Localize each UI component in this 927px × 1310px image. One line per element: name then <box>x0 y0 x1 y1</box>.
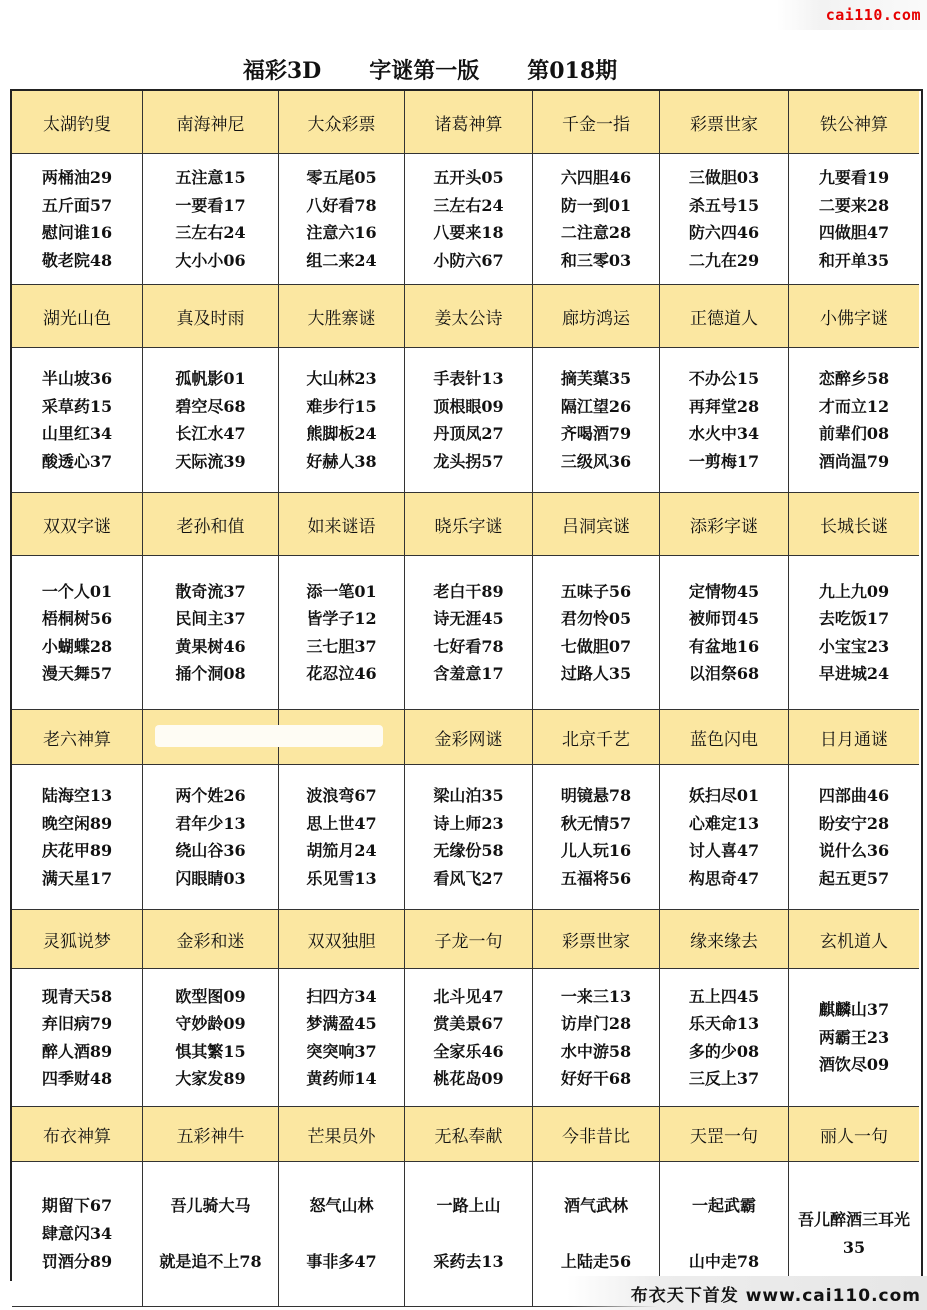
riddle-line: 大小小06 <box>175 250 246 270</box>
watermark-top <box>777 0 927 30</box>
riddle-line: 一起武霸 <box>691 1196 756 1215</box>
column-header: 长城长谜 <box>789 493 919 556</box>
riddle-line: 三反上37 <box>688 1069 760 1088</box>
riddle-line: 梁山泊35 <box>433 786 504 805</box>
riddle-line: 君年少13 <box>175 813 246 833</box>
riddle-line: 六四胆46 <box>560 168 632 187</box>
column-header: 双双独胆 <box>279 910 405 969</box>
column-header: 天罡一句 <box>660 1107 789 1162</box>
riddle-line: 惧其繁15 <box>175 1041 246 1061</box>
riddle-line: 以泪祭68 <box>688 664 760 683</box>
riddle-line: 两个姓26 <box>175 786 246 805</box>
watermark-bottom-text: 布衣天下首发 www.cai110.com <box>630 1285 921 1306</box>
riddle-line: 满天星17 <box>41 868 113 888</box>
riddle-line: 酒饮尽09 <box>818 1055 890 1075</box>
riddle-line: 一要看17 <box>175 195 246 215</box>
riddle-cell <box>279 154 405 285</box>
riddle-line: 定情物45 <box>688 581 760 601</box>
riddle-line: 防六四46 <box>688 223 760 242</box>
riddle-line: 顶根眼09 <box>433 396 504 416</box>
riddle-cell <box>405 154 533 285</box>
riddle-cell <box>12 348 143 493</box>
riddle-line: 和开单35 <box>818 250 890 270</box>
riddle-line: 麒麟山37 <box>818 1000 890 1020</box>
page-title <box>0 52 860 86</box>
riddle-line: 绕山谷36 <box>175 841 246 860</box>
riddle-line: 晚空闲89 <box>41 813 113 833</box>
riddle-cell <box>12 154 143 285</box>
column-header: 小佛字谜 <box>789 285 919 348</box>
riddle-line: 水火中34 <box>688 424 760 443</box>
column-header: 五彩神牛 <box>143 1107 279 1162</box>
riddle-cell <box>279 348 405 493</box>
riddle-line: 熊脚板24 <box>306 424 377 443</box>
riddle-line: 大山林23 <box>306 369 377 388</box>
riddle-line: 小蝴蝶28 <box>41 636 113 656</box>
riddle-line: 黄药师14 <box>306 1069 377 1088</box>
column-header: 大众彩票 <box>279 91 405 154</box>
riddle-line: 半山坡36 <box>41 369 113 388</box>
riddle-line: 无缘份58 <box>433 841 504 860</box>
column-header: 晓乐字谜 <box>405 493 533 556</box>
column-header: 老孙和值 <box>143 493 279 556</box>
title-issue: 第018期 <box>527 57 618 84</box>
riddle-cell <box>143 1162 279 1307</box>
riddle-line: 去吃饭17 <box>818 609 890 628</box>
riddle-line: 三左右24 <box>175 223 246 242</box>
riddle-line: 儿人玩16 <box>560 841 632 860</box>
column-header: 真及时雨 <box>143 285 279 348</box>
riddle-line: 梧桐树56 <box>41 609 113 628</box>
column-header: 太湖钓叟 <box>12 91 143 154</box>
riddle-line: 采药去13 <box>433 1252 504 1271</box>
riddle-line: 四做胆47 <box>818 223 890 242</box>
riddle-line: 长江水47 <box>175 424 246 443</box>
erased-patch-1 <box>155 725 383 747</box>
column-header: 金彩网谜 <box>405 710 533 765</box>
riddle-line: 就是追不上78 <box>159 1252 262 1271</box>
title-lottery: 福彩3D <box>242 57 322 84</box>
riddle-line: 诗无涯45 <box>433 609 504 628</box>
riddle-cell <box>143 969 279 1107</box>
riddle-line: 讨人喜47 <box>688 841 760 860</box>
riddle-line: 多的少08 <box>688 1041 760 1061</box>
riddle-cell <box>533 154 660 285</box>
riddle-cell <box>279 969 405 1107</box>
riddle-line: 怒气山林 <box>309 1196 374 1215</box>
riddle-line: 五注意15 <box>175 168 246 187</box>
riddle-cell <box>279 1162 405 1307</box>
riddle-line: 起五更57 <box>818 868 890 888</box>
riddle-line: 水中游58 <box>560 1041 632 1061</box>
riddle-line: 隔江望26 <box>560 396 632 416</box>
riddle-line: 一来三13 <box>560 986 632 1006</box>
riddle-line: 乐天命13 <box>688 1014 760 1033</box>
riddle-cell <box>279 556 405 710</box>
column-header: 今非昔比 <box>533 1107 660 1162</box>
riddle-cell <box>143 348 279 493</box>
riddle-line: 采草药15 <box>41 396 113 416</box>
riddle-line: 君勿怜05 <box>560 609 632 628</box>
riddle-cell <box>405 556 533 710</box>
riddle-line: 过路人35 <box>560 664 632 683</box>
riddle-cell <box>660 154 789 285</box>
riddle-line: 期留下67 <box>41 1196 113 1215</box>
riddle-cell <box>789 154 919 285</box>
riddle-cell <box>12 765 143 910</box>
riddle-line: 二注意28 <box>560 223 632 242</box>
column-header: 子龙一句 <box>405 910 533 969</box>
riddle-line: 赏美景67 <box>433 1014 504 1033</box>
riddle-line: 难步行15 <box>306 396 377 416</box>
column-header: 北京千艺 <box>533 710 660 765</box>
riddle-line: 大家发89 <box>175 1069 246 1088</box>
riddle-line: 一路上山 <box>436 1196 501 1215</box>
riddle-line: 五味子56 <box>560 581 632 601</box>
riddle-line: 好赫人38 <box>306 451 377 471</box>
column-header: 双双字谜 <box>12 493 143 556</box>
riddle-cell <box>279 765 405 910</box>
riddle-line: 组二来24 <box>306 250 377 270</box>
riddle-line: 龙头拐57 <box>433 451 504 471</box>
riddle-cell <box>660 969 789 1107</box>
column-header: 无私奉献 <box>405 1107 533 1162</box>
riddle-line: 三做胆03 <box>688 168 760 187</box>
riddle-line: 漫天舞57 <box>41 664 113 683</box>
riddle-line: 九要看19 <box>818 168 890 187</box>
riddle-line: 三级风36 <box>560 451 632 471</box>
riddle-line: 两霸王23 <box>818 1027 890 1047</box>
riddle-line: 二要来28 <box>818 195 890 215</box>
column-header: 芒果员外 <box>279 1107 405 1162</box>
column-header: 铁公神算 <box>789 91 919 154</box>
riddle-line: 看风飞27 <box>433 868 504 888</box>
riddle-line: 四季财48 <box>41 1069 113 1088</box>
riddle-line: 三左右24 <box>433 195 504 215</box>
column-header: 南海神尼 <box>143 91 279 154</box>
riddle-line: 北斗见47 <box>433 986 504 1006</box>
riddle-line: 皆学子12 <box>306 609 377 628</box>
column-header: 金彩和迷 <box>143 910 279 969</box>
riddle-line: 有盆地16 <box>688 636 760 656</box>
riddle-line: 五开头05 <box>433 168 504 187</box>
riddle-line: 吾儿骑大马 <box>170 1196 251 1215</box>
riddle-line: 防一到01 <box>560 195 632 215</box>
riddle-line: 欧型图09 <box>175 986 246 1006</box>
riddle-line: 守妙龄09 <box>175 1014 246 1033</box>
riddle-line: 心难定13 <box>688 813 760 833</box>
riddle-cell <box>660 348 789 493</box>
column-header: 布衣神算 <box>12 1107 143 1162</box>
column-header: 丽人一句 <box>789 1107 919 1162</box>
riddle-line: 山里红34 <box>41 424 113 443</box>
riddle-line: 早进城24 <box>818 664 890 683</box>
riddle-line: 二九在29 <box>688 250 760 270</box>
riddle-cell <box>405 1162 533 1307</box>
riddle-cell <box>12 969 143 1107</box>
column-header: 吕洞宾谜 <box>533 493 660 556</box>
riddle-cell <box>789 556 919 710</box>
column-header: 日月通谜 <box>789 710 919 765</box>
riddle-cell <box>143 765 279 910</box>
riddle-cell <box>533 556 660 710</box>
riddle-line: 秋无情57 <box>560 813 632 833</box>
riddle-line: 事非多47 <box>306 1252 377 1271</box>
riddle-line: 捅个洞08 <box>175 664 246 683</box>
riddle-line: 扫四方34 <box>306 986 377 1006</box>
riddle-line: 肆意闪34 <box>41 1224 113 1243</box>
riddle-line: 老白干89 <box>433 581 504 601</box>
riddle-line: 再拜堂28 <box>688 396 760 416</box>
riddle-line: 两桶油29 <box>41 168 113 187</box>
riddle-line: 才而立12 <box>818 396 890 416</box>
column-header: 玄机道人 <box>789 910 919 969</box>
riddle-line: 酸透心37 <box>41 451 113 471</box>
riddle-line: 访岸门28 <box>560 1014 632 1033</box>
riddle-cell <box>660 765 789 910</box>
riddle-line: 八好看78 <box>306 195 377 215</box>
riddle-line: 前辈们08 <box>818 424 890 443</box>
riddle-line: 慰问谁16 <box>41 223 113 242</box>
riddle-line: 五斤面57 <box>41 195 113 215</box>
riddle-line: 民间主37 <box>175 609 246 628</box>
riddle-line: 酒气武林 <box>563 1196 628 1215</box>
column-header: 廊坊鸿运 <box>533 285 660 348</box>
riddle-line: 突突响37 <box>306 1041 377 1061</box>
riddle-line: 敬老院48 <box>41 250 113 270</box>
riddle-line: 八要来18 <box>433 223 504 242</box>
riddle-line: 含羞意17 <box>433 664 504 683</box>
riddle-line: 碧空尽68 <box>175 396 246 416</box>
riddle-line: 酒尚温79 <box>818 451 890 471</box>
column-header: 正德道人 <box>660 285 789 348</box>
riddle-line: 庆花甲89 <box>41 841 113 860</box>
riddle-line: 杀五号15 <box>688 195 760 215</box>
riddle-cell <box>405 348 533 493</box>
riddle-line: 三七胆37 <box>306 636 377 656</box>
riddle-line: 山中走78 <box>688 1252 760 1271</box>
riddle-line: 桃花岛09 <box>433 1069 504 1088</box>
riddle-line: 上陆走56 <box>560 1252 632 1271</box>
riddle-line: 构思奇47 <box>688 868 760 888</box>
riddle-line: 梦满盈45 <box>306 1014 377 1033</box>
column-header: 湖光山色 <box>12 285 143 348</box>
column-header: 诸葛神算 <box>405 91 533 154</box>
riddle-cell <box>789 765 919 910</box>
riddle-line: 齐喝酒79 <box>560 424 632 443</box>
riddle-line: 一剪梅17 <box>688 451 760 471</box>
riddle-line: 四部曲46 <box>818 786 890 805</box>
riddle-line: 诗上师23 <box>433 813 504 833</box>
riddle-line: 醉人酒89 <box>41 1041 113 1061</box>
column-header: 彩票世家 <box>660 91 789 154</box>
riddle-line: 罚酒分89 <box>41 1252 113 1271</box>
riddle-line: 摘芙蕖35 <box>560 369 632 388</box>
title-edition: 字谜第一版 <box>369 57 480 84</box>
riddle-line: 和三零03 <box>560 250 632 270</box>
riddle-line: 陆海空13 <box>41 786 113 805</box>
riddle-line: 全家乐46 <box>433 1041 504 1061</box>
riddle-line: 手表针13 <box>433 369 504 388</box>
riddle-cell <box>12 556 143 710</box>
riddle-line: 七好看78 <box>433 636 504 656</box>
column-header: 灵狐说梦 <box>12 910 143 969</box>
riddle-line: 胡笳月24 <box>306 841 377 860</box>
riddle-line: 恋醉乡58 <box>818 369 890 388</box>
column-header: 姜太公诗 <box>405 285 533 348</box>
riddle-line: 好好干68 <box>560 1069 632 1088</box>
riddle-line: 注意六16 <box>306 223 377 242</box>
riddle-line: 孤帆影01 <box>175 369 246 388</box>
riddle-line: 五福将56 <box>560 868 632 888</box>
column-header: 彩票世家 <box>533 910 660 969</box>
column-header: 老六神算 <box>12 710 143 765</box>
riddle-line: 花忍泣46 <box>306 664 377 683</box>
riddle-cell <box>789 348 919 493</box>
riddle-cell <box>533 765 660 910</box>
riddle-line: 妖扫尽01 <box>688 786 760 805</box>
riddle-cell <box>143 556 279 710</box>
riddle-cell <box>143 154 279 285</box>
riddle-line: 散奇流37 <box>175 581 246 601</box>
riddle-line: 乐见雪13 <box>306 868 377 888</box>
riddle-cell <box>533 969 660 1107</box>
riddle-line: 波浪弯67 <box>306 786 377 805</box>
riddle-cell <box>789 969 919 1107</box>
riddle-line: 零五尾05 <box>306 168 377 187</box>
riddle-line: 小防六67 <box>433 250 504 270</box>
column-header: 缘来缘去 <box>660 910 789 969</box>
watermark-bottom <box>567 1276 927 1310</box>
column-header: 蓝色闪电 <box>660 710 789 765</box>
column-header: 大胜寨谜 <box>279 285 405 348</box>
riddle-cell <box>660 556 789 710</box>
column-header: 千金一指 <box>533 91 660 154</box>
riddle-cell <box>533 348 660 493</box>
riddle-line: 黄果树46 <box>175 636 246 656</box>
riddle-line: 不办公15 <box>688 369 760 388</box>
riddle-line: 说什么36 <box>818 841 890 860</box>
riddle-line: 九上九09 <box>818 581 890 601</box>
watermark-top-text: cai110.com <box>825 6 921 24</box>
riddle-line: 一个人01 <box>41 581 113 601</box>
column-header: 如来谜语 <box>279 493 405 556</box>
riddle-line: 五上四45 <box>688 986 760 1006</box>
riddle-table <box>10 89 923 1281</box>
riddle-cell <box>405 765 533 910</box>
riddle-line: 吾儿醉酒三耳光35 <box>797 1210 910 1257</box>
riddle-line: 思上世47 <box>306 813 377 833</box>
riddle-line: 丹顶凤27 <box>433 424 504 443</box>
riddle-line: 小宝宝23 <box>818 636 890 656</box>
column-header: 添彩字谜 <box>660 493 789 556</box>
riddle-line: 现青天58 <box>41 986 113 1006</box>
riddle-line: 被师罚45 <box>688 609 760 628</box>
riddle-line: 弃旧病79 <box>41 1014 113 1033</box>
riddle-line: 盼安宁28 <box>818 813 890 833</box>
riddle-cell <box>12 1162 143 1307</box>
riddle-cell <box>405 969 533 1107</box>
riddle-line: 天际流39 <box>175 451 246 471</box>
riddle-line: 七做胆07 <box>560 636 632 656</box>
riddle-line: 添一笔01 <box>306 581 377 601</box>
riddle-line: 明镜悬78 <box>560 786 632 805</box>
riddle-line: 闪眼睛03 <box>175 868 246 888</box>
